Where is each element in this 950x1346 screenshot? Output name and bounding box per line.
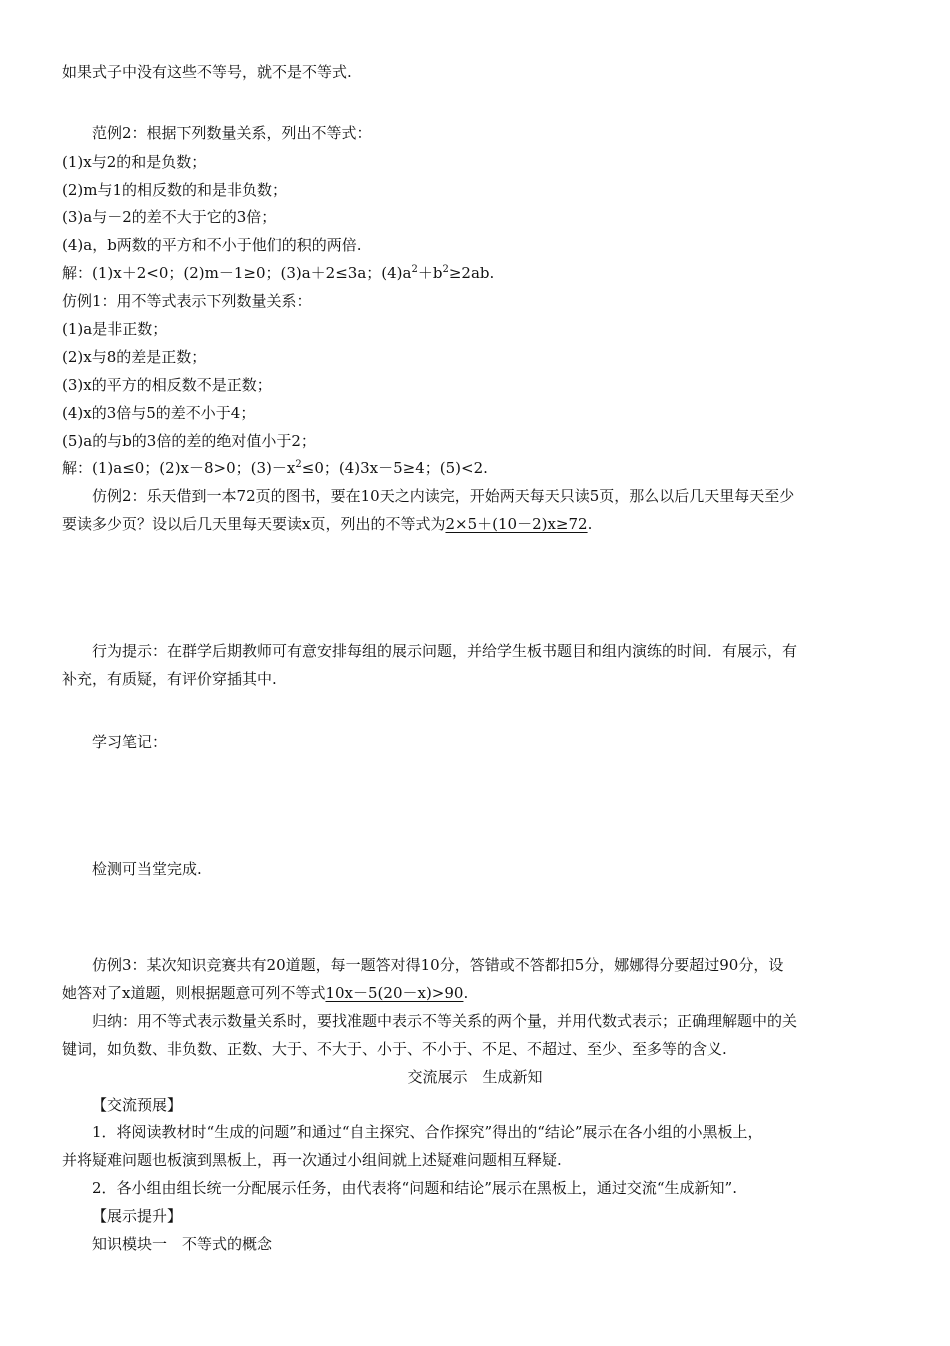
improve-heading: 【展示提升】	[92, 1207, 183, 1225]
example2-item-2: (2)m与1的相反数的和是非负数；	[62, 181, 288, 199]
knowledge-module-title: 知识模块一 不等式的概念	[92, 1235, 273, 1253]
imitate2-period: .	[587, 515, 593, 533]
imitate1-item-4: (4)x的3倍与5的差不小于4；	[62, 404, 256, 422]
example2-solution-mid: ＋b	[417, 264, 443, 282]
summary-line-1: 归纳：用不等式表示数量关系时，要找准题中表示不等关系的两个量，并用代数式表示；正确理解题中的关	[92, 1012, 798, 1030]
imitate3-period: .	[463, 984, 469, 1002]
imitate3-question: 她答对了x道题，则根据题意可列不等式	[62, 984, 326, 1002]
example2-title: 范例2：根据下列数量关系，列出不等式：	[92, 124, 372, 142]
imitate1-solution-exponent: 2	[295, 459, 302, 470]
preview-item-2: 2．各小组由组长统一分配展示任务，由代表将“问题和结论”展示在黑板上，通过交流“生成新知”.	[92, 1179, 737, 1197]
imitate1-solution-prefix: 解：(1)a≤0；(2)x－8>0；(3)－x	[62, 459, 296, 477]
imitate1-solution-suffix: ≤0；(4)3x－5≥4；(5)<2.	[301, 459, 488, 477]
example2-item-4: (4)a，b两数的平方和不小于他们的积的两倍.	[62, 236, 362, 254]
imitate3-line-1: 仿例3：某次知识竞赛共有20道题，每一题答对得10分，答错或不答都扣5分，娜娜得分要超过90分，设	[92, 956, 784, 974]
imitate2-question: 要读多少页？设以后几天里每天要读x页，列出的不等式为	[62, 515, 446, 533]
example2-solution-prefix: 解：(1)x＋2<0；(2)m－1≥0；(3)a＋2≤3a；(4)a	[62, 264, 412, 282]
example2-solution	[62, 263, 494, 283]
imitate1-item-1: (1)a是非正数；	[62, 320, 168, 338]
example2-item-3: (3)a与－2的差不大于它的3倍；	[62, 208, 277, 226]
imitate3-line-2	[62, 983, 468, 1003]
behavior-tip-line-2: 补充，有质疑，有评价穿插其中.	[62, 670, 277, 688]
imitate1-item-5: (5)a的与b的3倍的差的绝对值小于2；	[62, 432, 316, 450]
imitate1-title: 仿例1：用不等式表示下列数量关系：	[62, 292, 312, 310]
imitate1-solution	[62, 458, 488, 478]
imitate1-item-3: (3)x的平方的相反数不是正数；	[62, 376, 272, 394]
summary-line-2: 键词，如负数、非负数、正数、大于、不大于、小于、不小于、不足、不超过、至少、至多等的含义.	[62, 1040, 727, 1058]
behavior-tip-line-1: 行为提示：在群学后期教师可有意安排每组的展示问题，并给学生板书题目和组内演练的时间．有展示，有	[92, 642, 798, 660]
example2-solution-exponent-2: 2	[442, 264, 449, 275]
preview-item-1-line-1: 1．将阅读教材时“生成的问题”和通过“自主探究、合作探究”得出的“结论”展示在各小组的小黑板上，	[92, 1123, 763, 1141]
intro-line: 如果式子中没有这些不等号，就不是不等式.	[62, 63, 352, 81]
example2-solution-suffix: ≥2ab.	[448, 264, 495, 282]
example2-solution-exponent-1: 2	[411, 264, 418, 275]
test-note: 检测可当堂完成.	[92, 860, 202, 878]
section-title: 交流展示 生成新知	[407, 1068, 543, 1086]
imitate2-line-1: 仿例2：乐天借到一本72页的图书，要在10天之内读完，开始两天每天只读5页，那么以后几天里每天至少	[92, 487, 795, 505]
imitate2-line-2	[62, 514, 592, 534]
imitate3-answer: 10x－5(20－x)>90	[325, 984, 464, 1002]
preview-heading: 【交流预展】	[92, 1096, 183, 1114]
example2-item-1: (1)x与2的和是负数；	[62, 153, 207, 171]
study-notes-label: 学习笔记：	[92, 733, 168, 751]
preview-item-1-line-2: 并将疑难问题也板演到黑板上，再一次通过小组间就上述疑难问题相互释疑.	[62, 1151, 562, 1169]
imitate2-answer: 2×5＋(10－2)x≥72	[445, 515, 588, 533]
imitate1-item-2: (2)x与8的差是正数；	[62, 348, 207, 366]
